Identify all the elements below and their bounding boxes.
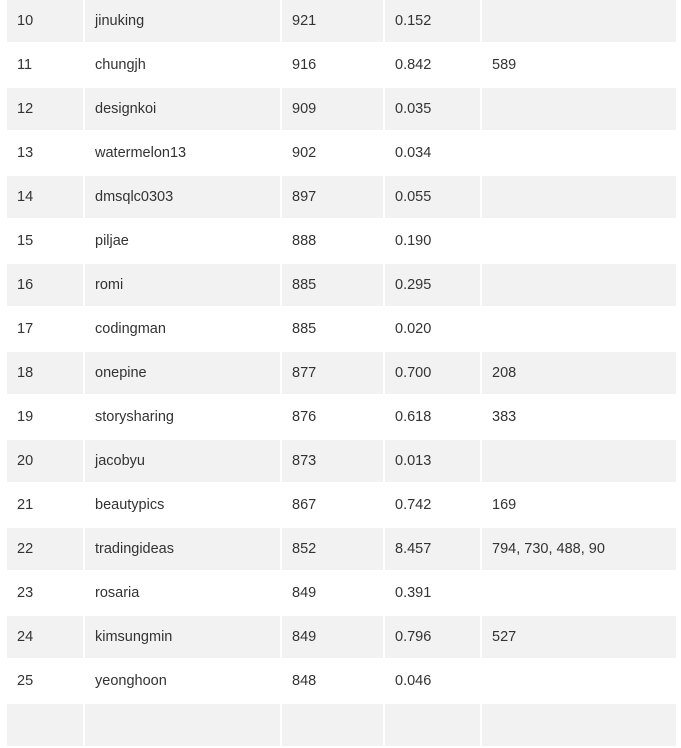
cell-score: 916: [282, 44, 383, 88]
cell-ratio: 0.742: [385, 484, 480, 528]
table-row: [7, 44, 676, 88]
cell-refs: [482, 572, 676, 616]
cell-refs: 527: [482, 616, 676, 660]
cell-refs: [482, 440, 676, 484]
table-row: [7, 396, 676, 440]
cell-refs: [482, 132, 676, 176]
cell-rank: 17: [7, 308, 83, 352]
cell-score: 849: [282, 572, 383, 616]
table-row: [7, 0, 676, 44]
cell-rank: 22: [7, 528, 83, 572]
table-row: [7, 132, 676, 176]
cell-user: dmsqlc0303: [85, 176, 280, 220]
cell-refs: [482, 176, 676, 220]
cell-ratio: 0.700: [385, 352, 480, 396]
cell-ratio: 0.190: [385, 220, 480, 264]
cell-ratio: 0.391: [385, 572, 480, 616]
cell-refs: [482, 220, 676, 264]
cell-score: 849: [282, 616, 383, 660]
cell-user: designkoi: [85, 88, 280, 132]
cell-ratio: 0.618: [385, 396, 480, 440]
cell-score: 888: [282, 220, 383, 264]
cell-ratio: 0.013: [385, 440, 480, 484]
cell-user: romi: [85, 264, 280, 308]
cell-rank: 11: [7, 44, 83, 88]
table-row: [7, 572, 676, 616]
cell-score: 867: [282, 484, 383, 528]
cell-rank: 18: [7, 352, 83, 396]
cell-rank: 19: [7, 396, 83, 440]
cell-rank: 20: [7, 440, 83, 484]
table-row: [7, 88, 676, 132]
cell-score: 873: [282, 440, 383, 484]
cell-score: 876: [282, 396, 383, 440]
cell-ratio: 8.457: [385, 528, 480, 572]
cell-refs: [482, 308, 676, 352]
cell-ratio: 0.035: [385, 88, 480, 132]
cell-score: 885: [282, 308, 383, 352]
table-row: [7, 264, 676, 308]
table-row: [7, 484, 676, 528]
cell-user: chungjh: [85, 44, 280, 88]
cell-ratio: 0.034: [385, 132, 480, 176]
cell-ratio: 0.046: [385, 660, 480, 704]
cell-user: beautypics: [85, 484, 280, 528]
cell-user: kimsungmin: [85, 616, 280, 660]
cell-user: jinuking: [85, 0, 280, 44]
cell-refs: 169: [482, 484, 676, 528]
ranking-table: [5, 0, 678, 748]
table-row: [7, 176, 676, 220]
cell-rank: 12: [7, 88, 83, 132]
cell-rank: 10: [7, 0, 83, 44]
table-row: [7, 220, 676, 264]
cell-score: 877: [282, 352, 383, 396]
cell-refs: [482, 0, 676, 44]
cell-refs: [482, 88, 676, 132]
cell-rank: 21: [7, 484, 83, 528]
cell-rank: 23: [7, 572, 83, 616]
cell-user: tradingideas: [85, 528, 280, 572]
table-row: [7, 352, 676, 396]
cell-refs: 383: [482, 396, 676, 440]
cell-rank: 24: [7, 616, 83, 660]
cell-rank: 16: [7, 264, 83, 308]
cell-score: 902: [282, 132, 383, 176]
cell-user: rosaria: [85, 572, 280, 616]
table-row: [7, 660, 676, 704]
cell-score: 897: [282, 176, 383, 220]
cell-ratio: 0.796: [385, 616, 480, 660]
cell-user: piljae: [85, 220, 280, 264]
cell-ratio: 0.842: [385, 44, 480, 88]
cell-score: 852: [282, 528, 383, 572]
table-row: [7, 528, 676, 572]
ranking-table-body: [7, 0, 676, 748]
cell-score: 848: [282, 660, 383, 704]
table-row: [7, 440, 676, 484]
table-row: [7, 308, 676, 352]
cell-score: 921: [282, 0, 383, 44]
cell-score: 909: [282, 88, 383, 132]
cell-user: yeonghoon: [85, 660, 280, 704]
cell-refs: 794, 730, 488, 90: [482, 528, 676, 572]
cell-ratio: 0.055: [385, 176, 480, 220]
cell-ratio: 0.152: [385, 0, 480, 44]
cell-rank: 15: [7, 220, 83, 264]
table-row: [7, 616, 676, 660]
cell-rank: 13: [7, 132, 83, 176]
cell-refs: [482, 264, 676, 308]
cell-refs: 208: [482, 352, 676, 396]
cell-ratio: 0.295: [385, 264, 480, 308]
cell-user: jacobyu: [85, 440, 280, 484]
cell-score: 885: [282, 264, 383, 308]
cell-rank: 14: [7, 176, 83, 220]
cell-user: storysharing: [85, 396, 280, 440]
cell-user: codingman: [85, 308, 280, 352]
cell-user: onepine: [85, 352, 280, 396]
cell-rank: 25: [7, 660, 83, 704]
cell-ratio: 0.020: [385, 308, 480, 352]
cell-refs: 589: [482, 44, 676, 88]
cell-refs: [482, 660, 676, 704]
cell-user: watermelon13: [85, 132, 280, 176]
